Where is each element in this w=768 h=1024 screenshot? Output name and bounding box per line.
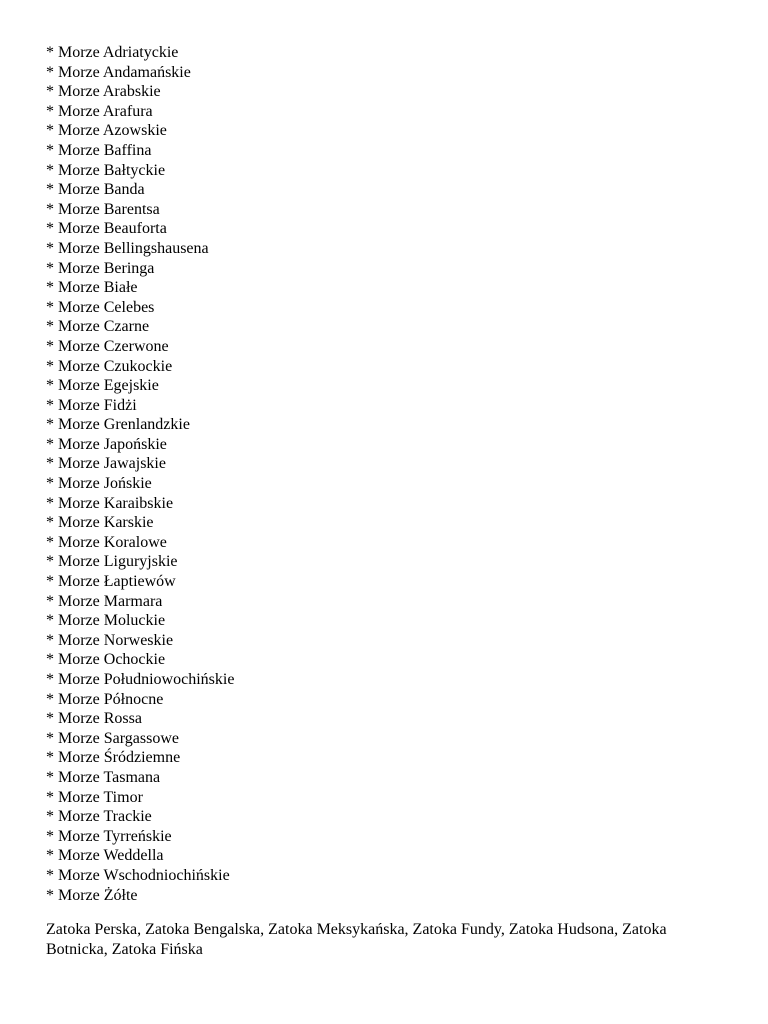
list-item: * Morze Tyrreńskie: [46, 827, 172, 845]
list-item: * Morze Bałtyckie: [46, 161, 166, 179]
document-page: [46, 43, 726, 976]
list-item: * Morze Arabskie: [46, 83, 161, 101]
list-item: * Morze Fidżi: [46, 396, 137, 414]
list-item: * Morze Białe: [46, 279, 138, 297]
sea-list: [46, 43, 726, 905]
list-item: * Morze Adriatyckie: [46, 44, 179, 61]
list-item: * Morze Czarne: [46, 318, 150, 336]
list-item: * Morze Bellingshausena: [46, 239, 209, 257]
list-item: * Morze Moluckie: [46, 612, 166, 630]
list-item: * Morze Południowochińskie: [46, 671, 235, 688]
list-item: * Morze Celebes: [46, 298, 155, 316]
list-item: * Morze Azowskie: [46, 122, 167, 140]
list-item: * Morze Grenlandzkie: [46, 416, 190, 434]
list-item: * Morze Weddella: [46, 847, 164, 865]
list-item: * Morze Jawajskie: [46, 455, 166, 473]
list-item: * Morze Żółte: [46, 886, 138, 904]
list-item: * Morze Łaptiewów: [46, 573, 176, 591]
list-item: * Morze Liguryjskie: [46, 553, 178, 571]
list-item: * Morze Norweskie: [46, 631, 174, 649]
list-item: * Morze Andamańskie: [46, 63, 191, 81]
list-item: * Morze Japońskie: [46, 435, 167, 453]
list-item: * Morze Banda: [46, 181, 145, 199]
list-item: * Morze Beauforta: [46, 220, 167, 238]
list-item: * Morze Koralowe: [46, 533, 167, 551]
list-item: * Morze Północne: [46, 690, 164, 708]
list-item: * Morze Rossa: [46, 710, 142, 728]
list-item: * Morze Ochockie: [46, 651, 166, 669]
list-item: * Morze Baffina: [46, 141, 152, 159]
gulfs-paragraph: Zatoka Perska, Zatoka Bengalska, Zatoka Meksykańska, Zatoka Fundy, Zatoka Hudsona, Zatoka Botnicka, Zatoka Fińska: [46, 921, 667, 959]
list-item: * Morze Arafura: [46, 102, 153, 120]
list-item: * Morze Egejskie: [46, 377, 159, 395]
list-item: * Morze Barentsa: [46, 200, 160, 218]
list-item: * Morze Wschodniochińskie: [46, 866, 230, 884]
list-item: * Morze Trackie: [46, 808, 152, 826]
list-item: * Morze Jońskie: [46, 475, 152, 493]
list-item: * Morze Czerwone: [46, 337, 169, 355]
list-item: * Morze Sargassowe: [46, 729, 180, 747]
list-item: * Morze Marmara: [46, 592, 163, 610]
list-item: * Morze Karaibskie: [46, 494, 174, 512]
list-item: * Morze Beringa: [46, 259, 155, 277]
list-item: * Morze Tasmana: [46, 768, 161, 786]
list-item: * Morze Timor: [46, 788, 143, 806]
list-item: * Morze Śródziemne: [46, 749, 181, 767]
list-item: * Morze Karskie: [46, 514, 154, 532]
list-item: * Morze Czukockie: [46, 357, 173, 375]
